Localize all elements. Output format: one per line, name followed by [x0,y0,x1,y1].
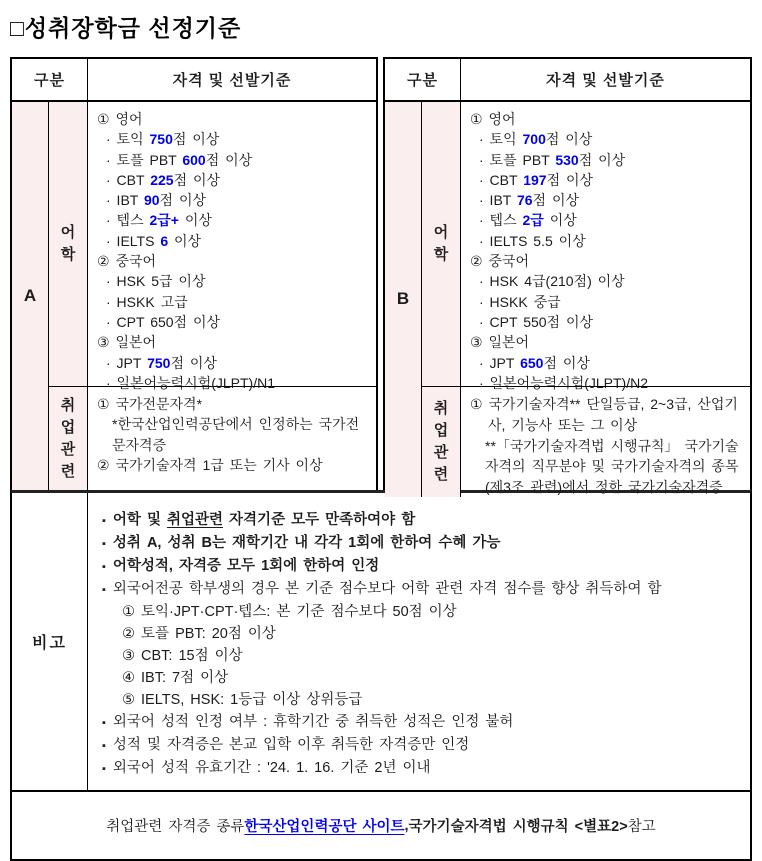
square-bullet-icon: ▪ [102,763,106,775]
criteria-line: · JPT 750점 이상 [106,354,217,371]
criteria-line: ② 중국어 [470,253,530,270]
criteria-line: · JPT 650점 이상 [479,354,590,371]
criteria-line: ② 국가기술자격 1급 또는 기사 이상 [97,456,323,473]
language-row-label-b: 어학 [422,102,461,387]
job-row-label-a: 취업관련 [49,387,88,490]
square-bullet-icon: ▪ [102,538,106,550]
notes-label: 비고 [12,493,88,790]
criteria-table-a [10,57,378,490]
criteria-line: · CBT 197점 이상 [479,171,594,188]
criteria-line: · 토플 PBT 530점 이상 [479,151,626,168]
square-bullet-icon: ▪ [102,515,106,527]
note-item: ▪ 어학 및 취업관련 자격기준 모두 만족하여야 함 [102,512,416,528]
reference-text: 취업관련 자격증 종류 [106,819,245,835]
language-row-label-a: 어학 [49,102,88,387]
note-sub-item: ② 토플 PBT: 20점 이상 [122,626,276,642]
criteria-line: · CBT 225점 이상 [106,171,221,188]
job-criteria-a [88,387,376,490]
criteria-line: · 일본어능력시험(JLPT)/N2 [479,374,649,391]
criteria-line: ③ 일본어 [470,334,530,351]
note-sub-item: ③ CBT: 15점 이상 [122,648,243,664]
criteria-line: · 텝스 2급+ 이상 [106,212,212,229]
square-bullet-icon: ▪ [102,740,106,752]
square-bullet-icon: ▪ [102,561,106,573]
note-sub-item: ④ IBT: 7점 이상 [122,670,229,686]
column-header-criteria-b: 자격 및 선발기준 [461,59,750,102]
reference-text: , [404,817,409,834]
note-item: ▪ 성취 A, 성취 B는 재학기간 내 각각 1회에 한하여 수혜 가능 [102,535,501,551]
column-header-criteria-a: 자격 및 선발기준 [88,59,376,102]
criteria-line: **「국가기술자격법 시행규칙」 국가기술자격의 직무분야 및 국가기술자격의 종목(제3조 관련)에서 정한 국가기술자격증 [485,438,739,495]
criteria-line: · 토익 750점 이상 [106,131,220,148]
square-bullet-icon: ▪ [102,717,106,729]
criteria-line: · 토플 PBT 600점 이상 [106,151,253,168]
language-criteria-b [461,102,750,391]
criteria-line: · IELTS 6 이상 [106,232,202,249]
criteria-line: ① 영어 [470,111,516,127]
reference-text: 국가기술자격법 시행규칙 <별표2> [408,819,628,835]
note-item: ▪ 성적 및 자격증은 본교 입학 이후 취득한 자격증만 인정 [102,737,470,753]
square-bullet-icon: ▪ [102,584,106,596]
note-sub-item: ① 토익·JPT·CPT·텝스: 본 기준 점수보다 50점 이상 [122,604,457,620]
reference-text: 참고 [627,819,656,835]
note-item: ▪ 어학성적, 자격증 모두 1회에 한하여 인정 [102,558,380,574]
criteria-line: ① 국가기술자격** 단일등급, 2~3급, 산업기사, 기능사 또는 그 이상 [470,396,738,433]
criteria-line: · 토익 700점 이상 [479,131,593,148]
note-item: ▪ 외국어 성적 인정 여부 : 휴학기간 중 취득한 성적은 인정 불허 [102,714,514,730]
criteria-line: ① 국가전문자격* [97,396,203,412]
criteria-line: · CPT 550점 이상 [479,313,594,330]
note-item: ▪ 외국어전공 학부생의 경우 본 기준 점수보다 어학 관련 자격 점수를 향상 취득하여 함 [102,581,662,597]
criteria-line: · 일본어능력시험(JLPT)/N1 [106,374,276,391]
group-label-b: B [385,102,422,497]
criteria-line: · IBT 90점 이상 [106,192,207,209]
criteria-tables [10,57,752,495]
page-title: □성취장학금 선정기준 [10,15,242,41]
criteria-table-b [383,57,752,495]
hrdkorea-site-link[interactable]: 한국산업인력공단 사이트 [244,819,405,835]
language-criteria-a [88,102,376,391]
notes-content [88,493,750,790]
note-sub-item: ⑤ IELTS, HSK: 1등급 이상 상위등급 [122,692,363,708]
criteria-line: ① 영어 [97,111,143,127]
criteria-line: · IELTS 5.5 이상 [479,232,586,249]
criteria-line: · 텝스 2급 이상 [479,212,577,229]
note-item: ▪ 외국어 성적 유효기간 : '24. 1. 16. 기준 2년 이내 [102,760,431,776]
reference-row [10,792,752,861]
criteria-line: · HSK 5급 이상 [106,273,206,290]
job-row-label-b: 취업관련 [422,387,461,497]
job-criteria-b [461,387,750,497]
criteria-line: ② 중국어 [97,253,157,270]
criteria-line: · HSK 4급(210점) 이상 [479,273,625,290]
criteria-line: ③ 일본어 [97,334,157,351]
criteria-line: · CPT 650점 이상 [106,313,221,330]
criteria-line: *한국산업인력공단에서 인정하는 국가전문자격증 [112,416,360,453]
group-label-a: A [12,102,49,490]
criteria-line: · HSKK 중급 [479,293,561,310]
notes-row [10,490,752,792]
column-header-gubun-a: 구분 [12,59,88,102]
criteria-line: · IBT 76점 이상 [479,192,580,209]
criteria-line: · HSKK 고급 [106,293,188,310]
column-header-gubun-b: 구분 [385,59,461,102]
